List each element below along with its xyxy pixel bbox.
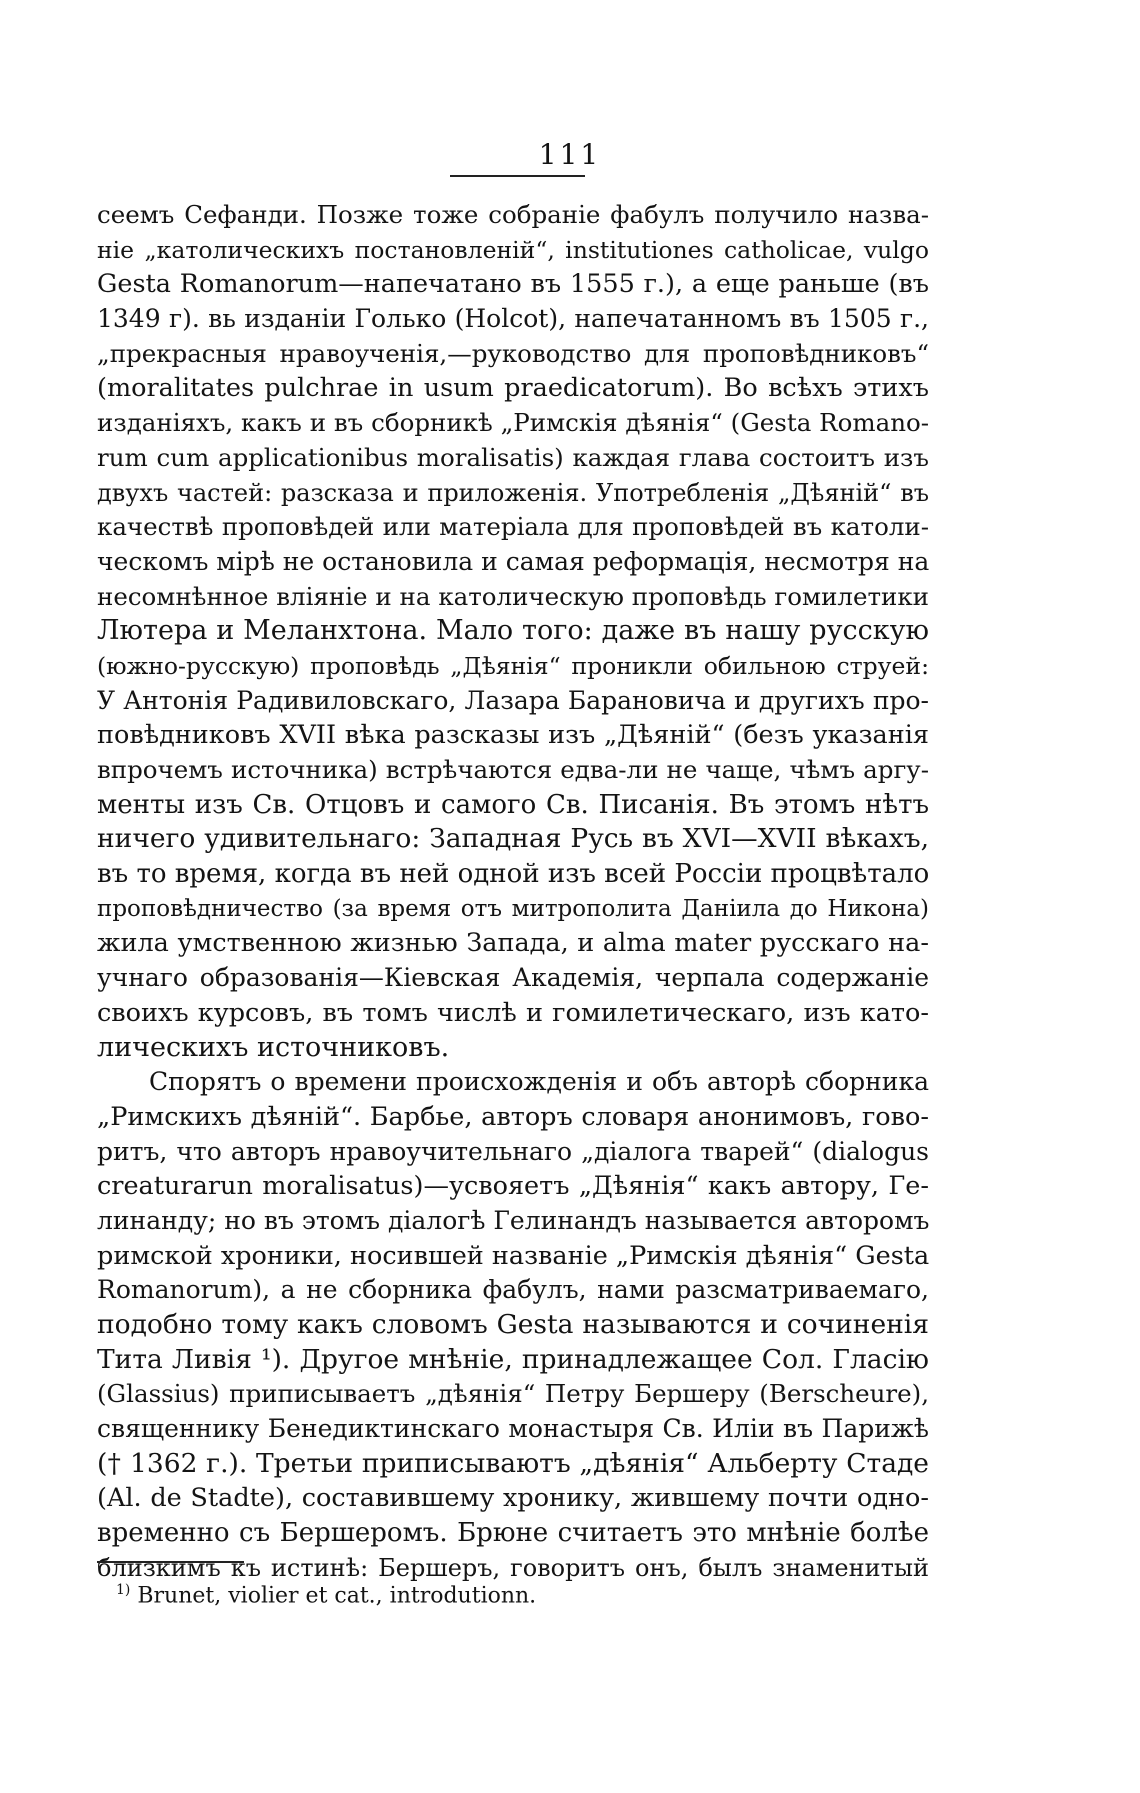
body-text	[97, 198, 929, 1586]
page-number: 111	[538, 138, 602, 171]
text-line: временно съ Бершеромъ. Брюне считаетъ это мнѣніе болѣе	[97, 1518, 929, 1549]
text-line: rum cum applicationibus moralisatis) каждая глава состоитъ изъ	[97, 442, 929, 472]
text-line: „Римскихъ дѣяній“. Барбье, авторъ словаря анонимовъ, гово-	[97, 1101, 929, 1132]
text-line: Romanorum), а не сборника фабулъ, нами разсматриваемаго,	[97, 1275, 929, 1305]
text-line: учнаго образованія—Кіевская Академія, черпала содержаніе	[97, 963, 929, 993]
text-line: качествѣ проповѣдей или матеріала для проповѣдей въ католи-	[97, 512, 929, 542]
text-line: († 1362 г.). Третьи приписываютъ „дѣянія“ Альберту Стаде	[97, 1447, 929, 1479]
text-line: двухъ частей: разсказа и приложенія. Употребленія „Дѣяній“ въ	[97, 478, 929, 507]
footnote-rule	[97, 1561, 244, 1563]
text-line: Спорятъ о времени происхожденія и объ авторѣ сборника	[149, 1067, 929, 1097]
text-line: (южно-русскую) проповѣдь „Дѣянія“ проникли обильною струей:	[97, 651, 929, 680]
text-line: ніе „католическихъ постановленій“, institutiones catholicae, vulgo	[97, 235, 929, 264]
text-line: (Glassius) приписываетъ „дѣянія“ Петру Бершеру (Berscheure),	[97, 1379, 929, 1409]
text-line: изданіяхъ, какъ и въ сборникѣ „Римскія дѣянія“ (Gesta Romano-	[97, 408, 929, 438]
text-line: подобно тому какъ словомъ Gesta называются и сочиненія	[97, 1309, 929, 1340]
text-line: священнику Бенедиктинскаго монастыря Св. Иліи въ Парижѣ	[97, 1414, 929, 1444]
page-number-rule	[450, 175, 585, 177]
text-line: повѣдниковъ XVII вѣка разсказы изъ „Дѣяній“ (безъ указанія	[97, 720, 929, 751]
text-line: проповѣдничество (за время отъ митрополита Даніила до Никона)	[97, 895, 929, 922]
text-line: жила умственною жизнью Запада, и alma mater русскаго на-	[97, 928, 929, 959]
text-line: линанду; но въ этомъ діалогѣ Гелинандъ называется авторомъ	[97, 1205, 930, 1235]
text-line: (Al. de Stadte), составившему хронику, жившему почти одно-	[97, 1483, 929, 1514]
footnote	[116, 1575, 536, 1611]
paragraph-1	[97, 198, 929, 1065]
text-line: римской хроники, носившей названіе „Римскія дѣянія“ Gesta	[97, 1240, 930, 1271]
text-line: Gesta Romanorum—напечатано въ 1555 г.), а еще раньше (въ	[97, 269, 929, 300]
text-line: creaturarun moralisatus)—усвояетъ „Дѣянія“ какъ автору, Ге-	[97, 1171, 929, 1202]
text-line: лическихъ источниковъ.	[97, 1031, 450, 1063]
text-line: несомнѣнное вліяніе и на католическую проповѣдь гомилетики	[97, 581, 929, 611]
text-line: впрочемъ источника) встрѣчаются едва-ли не чаще, чѣмъ аргу-	[97, 755, 929, 784]
text-line: (moralitates pulchrae in usum praedicatorum). Во всѣхъ этихъ	[97, 373, 929, 404]
text-line: ритъ, что авторъ нравоучительнаго „діалога тварей“ (dialogus	[97, 1136, 929, 1166]
text-line: Тита Ливія ¹). Другое мнѣніе, принадлежащее Сол. Гласію	[97, 1343, 929, 1375]
footnote-marker: 1)	[116, 1582, 131, 1598]
text-line: ничего удивительнаго: Западная Русь въ XVI—XVII вѣкахъ,	[97, 823, 929, 855]
paragraph-2	[97, 1065, 929, 1585]
text-line: своихъ курсовъ, въ томъ числѣ и гомилетическаго, изъ като-	[97, 997, 929, 1028]
footnote-text: Brunet, violier et cat., introdutionn.	[137, 1583, 537, 1609]
text-line: Лютера и Меланхтона. Мало того: даже въ нашу русскую	[97, 615, 929, 647]
text-line: менты изъ Св. Отцовъ и самого Св. Писанія. Въ этомъ нѣтъ	[97, 789, 929, 820]
text-line: ческомъ мірѣ не остановила и самая реформація, несмотря на	[97, 546, 930, 576]
text-line: „прекрасныя нравоученія,—руководство для проповѣдниковъ“	[97, 338, 929, 368]
text-line: близкимъ къ истинѣ: Бершеръ, говоритъ онъ, былъ знаменитый	[97, 1553, 929, 1582]
text-line: У Антонія Радивиловскаго, Лазара Барановича и другихъ про-	[97, 685, 929, 715]
text-line: въ то время, когда въ ней одной изъ всей Россіи процвѣтало	[97, 859, 930, 890]
text-line: 1349 г). вь изданіи Голько (Holcot), напечатанномъ въ 1505 г.,	[97, 304, 929, 334]
text-line: сеемъ Сефанди. Позже тоже собраніе фабулъ получило назва-	[97, 200, 929, 229]
